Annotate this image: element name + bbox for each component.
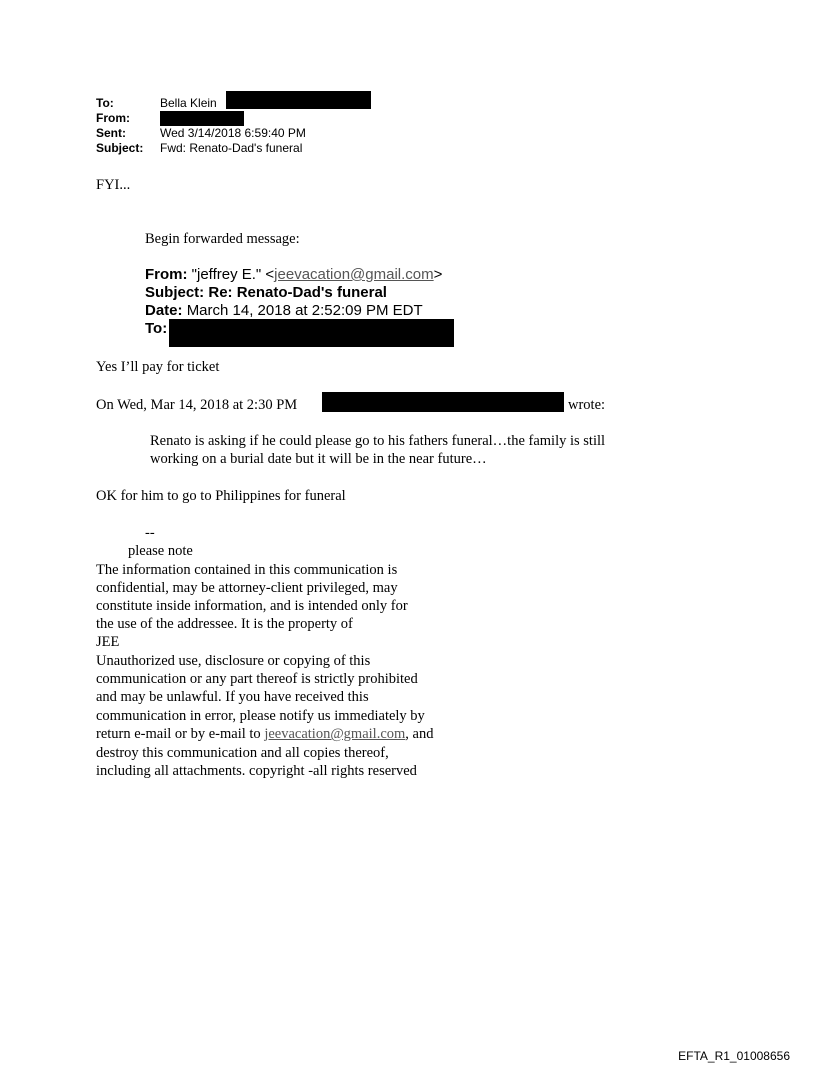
disclaimer-line: constitute inside information, and is intended only for bbox=[96, 598, 408, 614]
to-value: Bella Klein bbox=[160, 96, 217, 110]
reply-text: Yes I’ll pay for ticket bbox=[96, 359, 220, 375]
quoted-text-line: working on a burial date but it will be in the near future… bbox=[150, 451, 487, 467]
forwarded-to-line bbox=[145, 320, 167, 338]
signature-dashes: -- bbox=[145, 525, 155, 541]
disclaimer-line: the use of the addressee. It is the property of bbox=[96, 616, 353, 632]
disclaimer-email-link[interactable]: jeevacation@gmail.com bbox=[264, 726, 406, 742]
fyi-text: FYI... bbox=[96, 177, 131, 193]
forwarded-date-value: March 14, 2018 at 2:52:09 PM EDT bbox=[186, 302, 423, 319]
forwarded-date-line bbox=[145, 302, 423, 320]
disclaimer-line: and may be unlawful. If you have received this bbox=[96, 689, 369, 705]
subject-value: Fwd: Renato-Dad's funeral bbox=[160, 141, 303, 155]
disclaimer-line-prefix: return e-mail or by e-mail to bbox=[96, 726, 265, 742]
disclaimer-line: confidential, may be attorney-client privileged, may bbox=[96, 580, 398, 596]
from-label: From: bbox=[96, 111, 130, 125]
forwarded-subject-value: Re: Renato-Dad's funeral bbox=[208, 284, 387, 301]
quote-attribution-prefix: On Wed, Mar 14, 2018 at 2:30 PM bbox=[96, 397, 298, 413]
disclaimer-line: The information contained in this communication is bbox=[96, 562, 398, 578]
to-label: To: bbox=[96, 96, 114, 110]
disclaimer-line: communication or any part thereof is strictly prohibited bbox=[96, 671, 418, 687]
subject-label: Subject: bbox=[96, 141, 144, 155]
redaction-box bbox=[160, 111, 244, 126]
redaction-box bbox=[322, 392, 564, 412]
redaction-box bbox=[169, 319, 454, 347]
disclaimer-line: including all attachments. copyright -all rights reserved bbox=[96, 763, 417, 779]
forwarded-from-line bbox=[145, 266, 442, 284]
forwarded-from-label: From: bbox=[145, 266, 188, 283]
forwarded-subject-label: Subject: bbox=[145, 284, 205, 301]
sent-label: Sent: bbox=[96, 126, 126, 140]
forwarded-from-close: > bbox=[433, 266, 443, 283]
quoted-text-line: Renato is asking if he could please go to his fathers funeral…the family is still bbox=[150, 433, 606, 449]
forwarded-date-label: Date: bbox=[145, 302, 183, 319]
please-note-text: please note bbox=[128, 543, 193, 559]
disclaimer-line: communication in error, please notify us immediately by bbox=[96, 708, 425, 724]
redaction-box bbox=[226, 91, 371, 109]
disclaimer-line: JEE bbox=[96, 634, 120, 650]
disclaimer-line bbox=[96, 725, 433, 743]
disclaimer-line-suffix: , and bbox=[405, 726, 434, 742]
bates-number: EFTA_R1_01008656 bbox=[678, 1049, 790, 1063]
disclaimer-line: destroy this communication and all copies thereof, bbox=[96, 745, 389, 761]
forwarded-from-name: "jeffrey E." < bbox=[191, 266, 275, 283]
begin-forwarded-text: Begin forwarded message: bbox=[145, 231, 300, 247]
quote-attribution-suffix: wrote: bbox=[568, 397, 606, 413]
sent-value: Wed 3/14/2018 6:59:40 PM bbox=[160, 126, 306, 140]
forwarded-to-label: To: bbox=[145, 320, 168, 337]
disclaimer-line: Unauthorized use, disclosure or copying of this bbox=[96, 653, 371, 669]
ok-text: OK for him to go to Philippines for funeral bbox=[96, 488, 346, 504]
forwarded-subject-line bbox=[145, 284, 387, 302]
forwarded-from-email-link[interactable]: jeevacation@gmail.com bbox=[274, 266, 434, 283]
